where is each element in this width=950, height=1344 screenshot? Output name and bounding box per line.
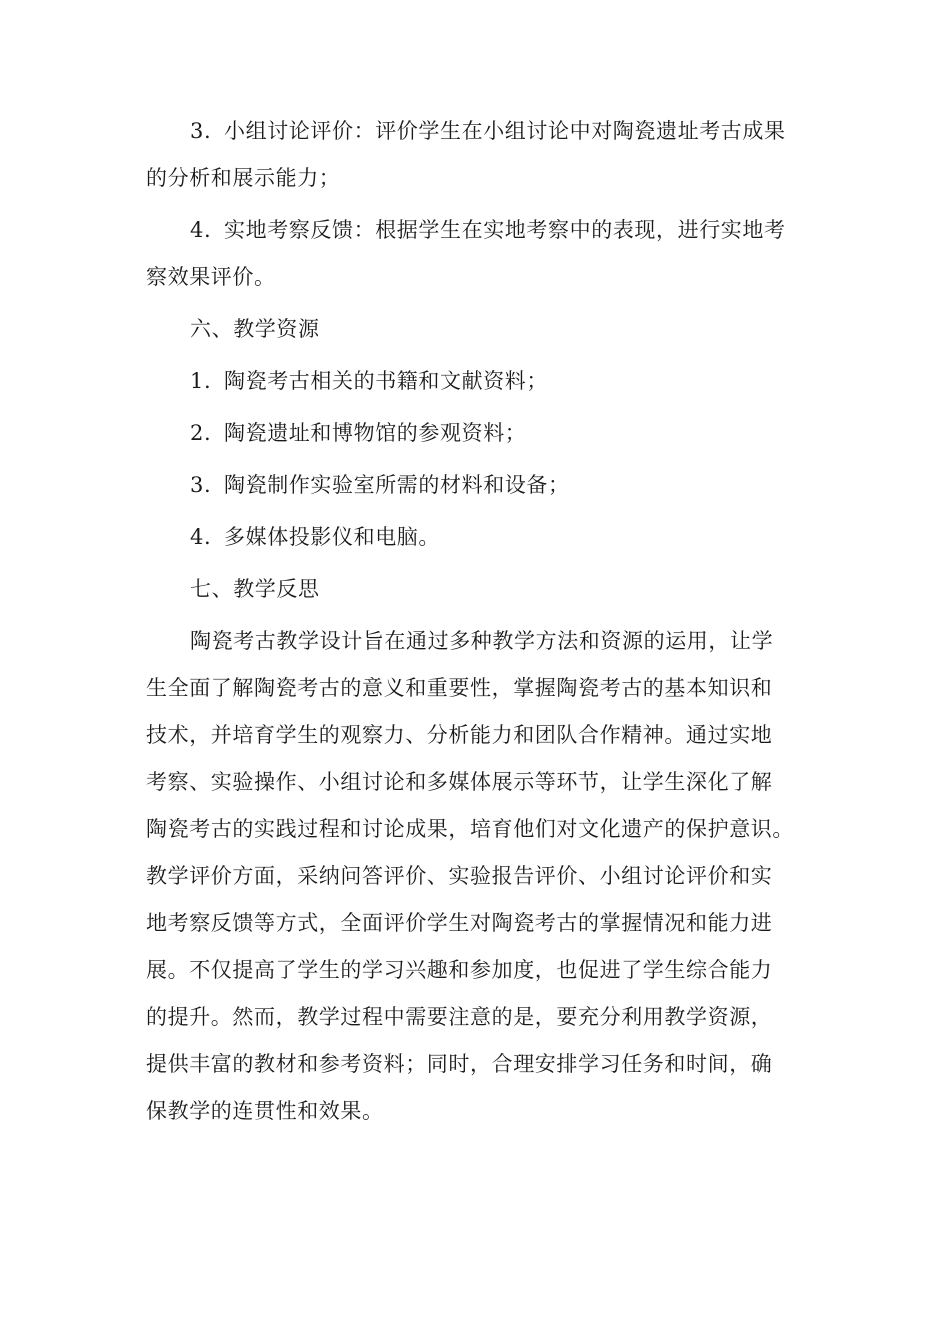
item-text-line: 实地考察反馈：根据学生在实地考察中的表现，进行实地考 bbox=[224, 218, 786, 242]
item-number: 3. bbox=[190, 473, 212, 497]
document-page bbox=[146, 108, 806, 1135]
item-text-line: 察效果评价。 bbox=[146, 265, 276, 289]
paragraph-line: 地考察反馈等方式，全面评价学生对陶瓷考古的掌握情况和能力进 bbox=[146, 911, 773, 935]
resource-item-2 bbox=[146, 410, 806, 457]
paragraph-line: 技术，并培育学生的观察力、分析能力和团队合作精神。通过实地 bbox=[146, 723, 773, 747]
resource-item-4 bbox=[146, 514, 806, 561]
item-number: 3. bbox=[190, 119, 212, 143]
item-text: 陶瓷制作实验室所需的材料和设备； bbox=[224, 473, 570, 497]
paragraph-line: 保教学的连贯性和效果。 bbox=[146, 1099, 384, 1123]
item-text-line: 的分析和展示能力； bbox=[146, 166, 341, 190]
item-text: 陶瓷遗址和博物馆的参观资料； bbox=[224, 421, 527, 445]
reflection-paragraph bbox=[146, 618, 806, 1135]
paragraph-line: 展。不仅提高了学生的学习兴趣和参加度，也促进了学生综合能力 bbox=[146, 958, 773, 982]
item-text-line: 小组讨论评价：评价学生在小组讨论中对陶瓷遗址考古成果 bbox=[224, 119, 786, 143]
paragraph-line: 的提升。然而，教学过程中需要注意的是，要充分利用教学资源， bbox=[146, 1005, 773, 1029]
paragraph-line: 提供丰富的教材和参考资料；同时，合理安排学习任务和时间，确 bbox=[146, 1052, 773, 1076]
resource-item-3 bbox=[146, 462, 806, 509]
item-text: 陶瓷考古相关的书籍和文献资料； bbox=[224, 369, 548, 393]
paragraph-line: 陶瓷考古的实践过程和讨论成果，培育他们对文化遗产的保护意识。 bbox=[146, 817, 794, 841]
item-number: 1. bbox=[190, 369, 212, 393]
item-number: 4. bbox=[190, 525, 212, 549]
evaluation-item-4 bbox=[146, 207, 806, 301]
resource-item-1 bbox=[146, 358, 806, 405]
paragraph-line: 生全面了解陶瓷考古的意义和重要性，掌握陶瓷考古的基本知识和 bbox=[146, 676, 773, 700]
section-heading-reflection: 七、教学反思 bbox=[190, 577, 320, 601]
evaluation-item-3 bbox=[146, 108, 806, 202]
paragraph-line: 考察、实验操作、小组讨论和多媒体展示等环节，让学生深化了解 bbox=[146, 770, 773, 794]
item-text: 多媒体投影仪和电脑。 bbox=[224, 525, 440, 549]
section-heading-resources: 六、教学资源 bbox=[190, 317, 320, 341]
item-number: 4. bbox=[190, 218, 212, 242]
item-number: 2. bbox=[190, 421, 212, 445]
paragraph-line: 陶瓷考古教学设计旨在通过多种教学方法和资源的运用，让学 bbox=[190, 629, 774, 653]
paragraph-line: 教学评价方面，采纳问答评价、实验报告评价、小组讨论评价和实 bbox=[146, 864, 773, 888]
